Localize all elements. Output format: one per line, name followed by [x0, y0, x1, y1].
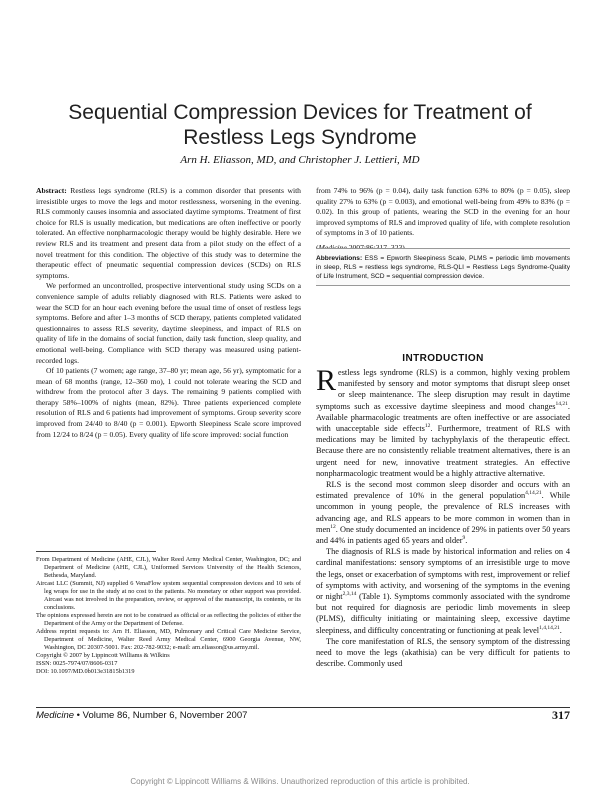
footer-issue: • Volume 86, Number 6, November 2007 — [76, 710, 248, 721]
footnote-doi: DOI: 10.1097/MD.0b013e31815b1319 — [36, 668, 135, 675]
intro-p2: RLS is the second most common sleep disorder and occurs with an estimated prevalence of 10% in the general population$^{4,14,21}$. While uncommon in young people, the prevalence of RLS increases with advancing age, and RLS appears to be more common in women than in men$^{12}$. One study documented an incidence of 29% in patients over 50 years and 44% in patients aged 65 years and older$^9$. — [316, 480, 570, 546]
footer-rule — [36, 707, 570, 708]
footnote-affiliation: From Department of Medicine (AHE, CJL), Walter Reed Army Medical Center, Washington, DC; and Department of Medicine (AHE, CJL), Uniformed Services University of the Health Sciences, Bethesda, Maryland. — [36, 556, 301, 579]
abstract-p3: Of 10 patients (7 women; age range, 37–80 yr; mean age, 56 yr), symptomatic for a mean of 68 months (range, 12–360 mo), 1 could not tolerate wearing the SCD and withdrew from the protocol after 3 days. The remaining 9 patients complied with therapy 58%–100% of nights (mean, 82%). Three patients experienced complete resolution of RLS and 6 patients had improvement of symptoms. Group severity score improved from 24/40 to 8/40 (p = 0.001). Epworth Sleepiness Scale score improved from 12/24 to 8/24 (p = 0.05). Every quality of life score improved: social function — [36, 366, 301, 439]
intro-p3: The diagnosis of RLS is made by historical information and relies on 4 cardinal manifestations: sensory symptoms of an irresistible urge to move the legs, onset or exacerbation of symptoms with rest, improvement or relief of symptoms with activity, and worsening of the symptoms in the evening or night$^{2,3,14}$ (Table 1). Symptoms commonly associated with the syndrome but not required for diagnosis are periodic limb movements in sleep (PLMS), difficulty initiating or maintaining sleep, excessive daytime sleepiness, and difficulty concentrating or functioning at peak level$^{1,4,14,21}$. — [316, 547, 571, 635]
footnote-copyright: Copyright © 2007 by Lippincott Williams & Wilkins — [36, 652, 170, 659]
introduction-heading: INTRODUCTION — [402, 353, 484, 364]
abstract-p2: We performed an uncontrolled, prospective interventional study using SCDs on a convenience sample of adults reliably diagnosed with RLS. Patients were asked to wear the SCD for an hour each evening before the usual time of onset of restless legs symptoms. Before and after 1–3 months of SCD therapy, patients completed validated questionnaires to assess RLS severity, daytime sleepiness, and impact of RLS on quality of life in the domains of social function, daily task function, sleep quality, and emotional well-being. Compliance with SCD therapy was measured using patient-recorded logs. — [36, 281, 301, 365]
abstract-left-column — [36, 186, 301, 440]
footnote-issn: ISSN: 0025-7974/07/8606-0317 — [36, 660, 118, 667]
intro-p1: Restless legs syndrome (RLS) is a common, highly vexing problem manifested by sensory and motor symptoms that disrupt sleep onset or sleep maintenance. The sleep disruption may result in daytime symptoms such as excessive daytime sleepiness and mood changes$^{14,21}$. Available pharmacologic treatments are often ineffective or are associated with unacceptable side effects$^{12}$. Furthermore, treatment of RLS with medications may be limited by tachyphylaxis of the therapeutic effect. Because there are no consistently reliable treatment alternatives, there is an urgent need for new, innovative treatment strategies. An effective nonpharmacologic treatment would be a highly attractive alternative. — [316, 364, 570, 478]
abstract-label: Abstract: — [36, 186, 67, 195]
abstract-p1: Restless legs syndrome (RLS) is a common disorder that presents with irresistible urges to move the legs and motor restlessness, worsening in the evening. RLS commonly causes insomnia and associated daytime symptoms. Treatment of first choice for RLS is usually medication, but medications are often ineffective or poorly tolerated. An effective nonpharmacologic therapy would be highly desirable. Here we review RLS and its treatment and present data from a pilot study on the effect of a novel treatment for this condition. The objective of this study was to determine the therapeutic effect of pneumatic sequential compression devices (SCDs) on RLS symptoms. — [36, 186, 301, 280]
footnote-disclaimer: The opinions expressed herein are not to be construed as official or as reflecting the policies of either the Department of the Army or the Department of Defense. — [36, 612, 301, 627]
title-line-2: Restless Legs Syndrome — [183, 126, 417, 149]
abbreviations-text: ESS = Epworth Sleepiness Scale, PLMS = periodic limb movements in sleep, RLS = restless legs syndrome, RLS-QLI = Restless Legs Syndrome-Quality of Life Instrument, SCD = sequential compression device. — [316, 255, 570, 280]
footnote-rule — [36, 551, 156, 552]
abbreviations-label: Abbreviations: — [316, 255, 363, 262]
authors: Arn H. Eliasson, MD, and Christopher J. Lettieri, MD — [180, 154, 420, 166]
copyright-notice: Copyright © Lippincott Williams & Wilkins. Unauthorized reproduction of this article is prohibited. — [130, 777, 470, 786]
abstract-p3-cont: from 74% to 96% (p = 0.04), daily task function 63% to 80% (p = 0.05), sleep quality 27% to 63% (p = 0.003), and emotional well-being from 49% to 83% (p = 0.02). In this group of patients, wearing the SCD in the evening for an hour improved symptoms of RLS and improved quality of life, with complete resolution of symptoms in 3 of 10 patients. — [316, 186, 570, 238]
footer-journal: Medicine — [36, 710, 75, 721]
footnote-funding: Aircast LLC (Summit, NJ) supplied 6 VenaFlow system sequential compression devices and 10 sets of leg wraps for use in the study at no cost to the patients. No monetary or other support was provided. Aircast was not involved in the preparation, review, or approval of the manuscript, its contents, or its conclusions. — [36, 580, 301, 611]
footnotes — [36, 556, 301, 676]
abstract-right-column — [316, 186, 570, 254]
page-number: 317 — [552, 708, 570, 722]
title-line-1: Sequential Compression Devices for Treatment of — [68, 101, 532, 124]
drop-cap: R — [316, 364, 337, 397]
footnote-reprints: Address reprint requests to: Arn H. Eliasson, MD, Pulmonary and Critical Care Medicine Service, Department of Medicine, Walter Reed Army Medical Center, 6900 Georgia Avenue, NW, Washington, DC 20307-5001. Fax: 202-782-9032; e-mail: arn.eliasson@us.army.mil. — [36, 628, 301, 651]
introduction-body — [316, 364, 571, 669]
abbreviations-box — [316, 248, 570, 286]
article-title — [0, 100, 600, 150]
intro-p4: The core manifestation of RLS, the sensory symptom of the distressing need to move the legs (akathisia) can be very difficult for patients to describe. Commonly used — [316, 636, 570, 669]
footer-journal-info — [36, 710, 247, 721]
